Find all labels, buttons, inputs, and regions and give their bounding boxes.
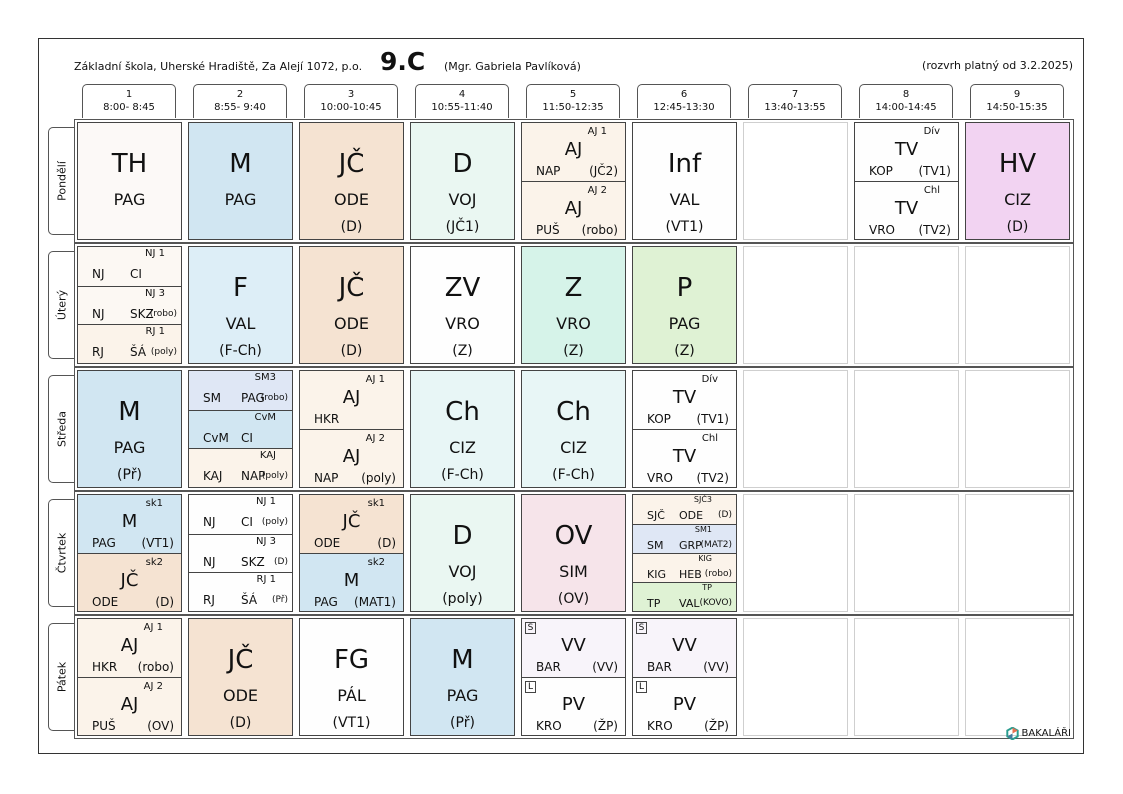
lesson-group[interactable] [189,371,292,410]
lesson-teacher: VOJ [448,190,477,209]
lesson-teacher: VRO [869,223,895,237]
school-name: Základní škola, Uherské Hradiště, Za Alejí 1072, p.o. [74,60,363,73]
period-number: 8 [902,89,910,100]
bakalari-logo [1006,727,1071,740]
empty-slot [965,618,1070,736]
lesson-room: (poly) [261,517,288,527]
lesson-cell[interactable] [188,122,293,240]
period-time: 12:45-13:30 [653,102,715,113]
day-name: Úterý [55,289,68,321]
lesson-room: (ŽP) [704,719,729,733]
period-time: 14:50-15:35 [986,102,1048,113]
period-header-9 [970,84,1064,118]
lesson-group[interactable] [189,572,292,611]
period-header-2 [193,84,287,118]
lesson-subject: CvM [203,430,229,445]
lesson-teacher: CIZ [1004,190,1031,209]
lesson-room: (D) [340,219,363,235]
lesson-subject: NJ [92,306,105,321]
group-name: TP [702,583,712,592]
lesson-room: (VT1) [332,715,371,731]
lesson-cell[interactable] [410,494,515,612]
lesson-group[interactable] [189,448,292,487]
lesson-subject: Z [564,273,583,303]
lesson-group[interactable] [633,495,736,524]
lesson-room: (MAT1) [354,595,396,609]
period-number: 2 [236,89,244,100]
lesson-teacher: NAP [536,164,561,178]
period-header-4 [415,84,509,118]
lesson-room: (D) [718,510,732,520]
period-time: 8:55- 9:40 [214,102,266,113]
lesson-teacher: ODE [222,686,259,705]
day-label-1 [48,251,74,359]
lesson-cell[interactable] [521,618,626,736]
lesson-subject: JČ [338,273,365,303]
lesson-cell[interactable] [521,246,626,364]
group-name: KAJ [259,450,276,462]
lesson-cell[interactable] [299,494,404,612]
period-header-8 [859,84,953,118]
lesson-room: (VV) [592,660,618,674]
lesson-group[interactable] [522,677,625,735]
lesson-group[interactable] [78,677,181,735]
lesson-subject: AJ [120,694,139,715]
lesson-room: (D) [274,556,288,567]
lesson-room: (robo) [704,569,732,579]
group-name: Chl [923,185,940,196]
lesson-room: (VT1) [141,536,174,550]
lesson-cell[interactable] [299,370,404,488]
lesson-group[interactable] [633,524,736,553]
lesson-group[interactable] [633,619,736,677]
lesson-teacher: VRO [556,314,591,333]
lesson-teacher: KRO [647,719,673,733]
empty-slot [743,246,848,364]
group-name: AJ 1 [143,622,163,633]
lesson-subject: NJ [203,554,216,569]
lesson-subject: RJ [92,345,104,360]
lesson-teacher: NAP [314,471,339,485]
lesson-group[interactable] [189,495,292,534]
lesson-subject: P [676,273,693,303]
lesson-teacher: HEB [679,568,702,581]
lesson-room: (JČ1) [445,219,480,235]
lesson-teacher: ODE [314,536,341,550]
lesson-subject: RJ [203,593,215,608]
lesson-teacher: ŠÁ [130,345,147,360]
group-name: AJ 2 [365,433,385,444]
lesson-subject: M [229,149,252,179]
period-number: 5 [569,89,577,100]
period-number: 3 [347,89,355,100]
week-marker: L [636,681,647,693]
lesson-group[interactable] [189,534,292,573]
group-name: AJ 1 [587,126,607,137]
lesson-group[interactable] [300,371,403,429]
group-name: Chl [701,433,718,444]
period-time: 11:50-12:35 [542,102,604,113]
lesson-teacher: NAP [241,469,266,484]
lesson-subject: TP [647,597,661,610]
empty-slot [743,122,848,240]
lesson-room: (ŽP) [593,719,618,733]
lesson-subject: M [121,511,138,532]
lesson-subject: VV [561,635,586,656]
lesson-subject: Ch [556,397,591,427]
lesson-teacher: VAL [679,597,700,610]
lesson-subject: TV [672,446,697,467]
lesson-subject: JČ [227,645,254,675]
lesson-teacher: HKR [92,660,118,674]
lesson-room: (VV) [703,660,729,674]
lesson-room: (F-Ch) [552,467,595,483]
lesson-cell[interactable] [77,246,182,364]
lesson-group[interactable] [78,553,181,611]
lesson-teacher: SIM [559,562,588,581]
lesson-subject: SM [203,391,221,405]
lesson-subject: NJ [203,515,216,529]
period-time: 8:00- 8:45 [103,102,155,113]
lesson-subject: HV [998,149,1037,179]
lesson-teacher: VRO [445,314,480,333]
period-number: 6 [680,89,688,100]
lesson-room: (robo) [260,393,288,403]
group-name: SM3 [254,372,276,383]
lesson-teacher: GRP [679,539,702,552]
lesson-teacher: SKZ [241,554,265,569]
lesson-teacher: ODE [92,595,119,609]
lesson-subject: VV [672,635,697,656]
period-number: 4 [458,89,466,100]
lesson-cell[interactable] [77,370,182,488]
group-name: CvM [254,411,276,423]
lesson-subject: KIG [647,568,666,581]
lesson-cell[interactable] [410,370,515,488]
period-number: 9 [1013,89,1021,100]
lesson-subject: TV [894,198,919,219]
day-label-0 [48,127,74,235]
lesson-subject: TV [672,387,697,408]
empty-slot [965,246,1070,364]
period-header-6 [637,84,731,118]
lesson-cell[interactable] [77,494,182,612]
empty-slot [854,618,959,736]
day-label-2 [48,375,74,483]
group-name: sk1 [145,498,163,509]
lesson-cell[interactable] [77,618,182,736]
lesson-subject: AJ [120,635,139,656]
lesson-teacher: VAL [669,190,700,209]
lesson-cell[interactable] [632,246,737,364]
lesson-group[interactable] [78,286,181,325]
lesson-subject: AJ [564,198,583,219]
lesson-subject: PV [561,694,586,715]
lesson-teacher: CIZ [449,438,476,457]
lesson-cell[interactable] [854,122,959,240]
day-label-3 [48,499,74,607]
group-name: sk2 [145,557,163,568]
lesson-teacher: KOP [647,412,671,426]
group-name: SJČ3 [693,495,712,504]
lesson-group[interactable] [633,429,736,487]
lesson-subject: JČ [120,570,139,591]
lesson-teacher: PUŠ [92,719,116,733]
lesson-group[interactable] [300,553,403,611]
period-time: 10:00-10:45 [320,102,382,113]
lesson-cell[interactable] [410,122,515,240]
lesson-room: (Př) [450,715,475,731]
lesson-room: (Př) [272,595,288,606]
lesson-room: (poly) [361,471,396,485]
lesson-teacher: CI [241,515,253,529]
week-marker: S [636,622,647,634]
lesson-teacher: VRO [647,471,673,485]
lesson-teacher: CI [241,430,253,445]
lesson-teacher: ODE [679,509,704,522]
class-name: 9.C [380,47,426,76]
empty-slot [854,494,959,612]
period-time: 14:00-14:45 [875,102,937,113]
lesson-group[interactable] [78,619,181,677]
lesson-teacher: PAG [241,391,265,405]
empty-slot [965,494,1070,612]
lesson-cell[interactable] [188,246,293,364]
lesson-room: (MAT2) [700,540,732,550]
lesson-subject: FG [333,645,370,675]
lesson-subject: TH [111,149,148,179]
lesson-subject: NJ [92,267,105,281]
lesson-group[interactable] [78,495,181,553]
lesson-teacher: ŠÁ [241,593,258,608]
lesson-subject: TV [894,139,919,160]
lesson-room: (poly) [261,471,288,482]
logo-text: BAKALÁŘI [1021,728,1071,739]
period-header-7 [748,84,842,118]
lesson-group[interactable] [189,410,292,449]
lesson-subject: Inf [667,149,702,179]
lesson-cell[interactable] [188,370,293,488]
day-name: Pátek [55,661,68,693]
lesson-room: (JČ2) [589,164,618,178]
lesson-room: (poly) [442,591,483,607]
lesson-group[interactable] [300,495,403,553]
lesson-group[interactable] [78,247,181,286]
lesson-subject: D [452,521,473,551]
lesson-subject: SM [647,539,664,552]
lesson-cell[interactable] [965,122,1070,240]
group-name: SM1 [694,525,712,534]
lesson-teacher: BAR [536,660,561,674]
group-name: AJ 1 [365,374,385,385]
day-name: Pondělí [55,161,68,201]
period-time: 13:40-13:55 [764,102,826,113]
lesson-room: (VT1) [665,219,704,235]
empty-slot [854,370,959,488]
lesson-teacher: PUŠ [536,223,560,237]
bakalari-logo-icon [1006,727,1019,740]
lesson-group[interactable] [522,181,625,239]
lesson-cell[interactable] [299,246,404,364]
lesson-subject: M [451,645,474,675]
lesson-room: (F-Ch) [219,343,262,359]
lesson-cell[interactable] [410,618,515,736]
lesson-teacher: CIZ [560,438,587,457]
lesson-group[interactable] [633,371,736,429]
group-name: NJ 1 [256,496,276,507]
lesson-cell[interactable] [299,122,404,240]
lesson-group[interactable] [300,429,403,487]
lesson-room: (Z) [674,343,695,359]
period-header-5 [526,84,620,118]
empty-slot [743,370,848,488]
lesson-cell[interactable] [188,618,293,736]
lesson-teacher: SKZ [130,306,154,321]
lesson-teacher: PAG [113,190,146,209]
lesson-cell[interactable] [632,370,737,488]
group-name: RJ 1 [145,326,165,338]
group-name: sk1 [367,498,385,509]
lesson-teacher: ODE [333,190,370,209]
lesson-cell[interactable] [521,370,626,488]
group-name: NJ 3 [256,535,276,547]
period-header-1 [82,84,176,118]
day-label-4 [48,623,74,731]
lesson-teacher: KRO [536,719,562,733]
lesson-room: (TV2) [918,223,951,237]
lesson-room: (D) [340,343,363,359]
lesson-subject: M [118,397,141,427]
group-name: RJ 1 [256,574,276,586]
lesson-teacher: BAR [647,660,672,674]
lesson-room: (Př) [117,467,142,483]
lesson-subject: SJČ [647,509,665,522]
lesson-subject: F [233,273,248,303]
lesson-teacher: PAG [314,595,338,609]
lesson-subject: JČ [338,149,365,179]
lesson-room: (TV2) [696,471,729,485]
lesson-group[interactable] [633,553,736,582]
empty-slot [965,370,1070,488]
group-name: sk2 [367,557,385,568]
lesson-room: (D) [377,536,396,550]
day-name: Středa [55,410,68,448]
lesson-cell[interactable] [410,246,515,364]
group-name: Dív [923,126,940,137]
period-time: 10:55-11:40 [431,102,493,113]
week-marker: L [525,681,536,693]
lesson-room: (Z) [452,343,473,359]
lesson-cell[interactable] [632,618,737,736]
week-marker: S [525,622,536,634]
lesson-group[interactable] [633,677,736,735]
lesson-cell[interactable] [77,122,182,240]
lesson-teacher: HKR [314,412,340,426]
lesson-cell[interactable] [521,494,626,612]
lesson-room: (OV) [147,719,174,733]
group-name: NJ 3 [145,287,165,299]
group-name: AJ 2 [143,681,163,692]
empty-slot [743,618,848,736]
lesson-subject: AJ [342,387,361,408]
lesson-teacher: PAG [113,438,146,457]
period-number: 1 [125,89,133,100]
lesson-teacher: KOP [869,164,893,178]
lesson-subject: PV [672,694,697,715]
lesson-teacher: PAG [446,686,479,705]
lesson-group[interactable] [522,123,625,181]
lesson-room: (robo) [137,660,174,674]
lesson-room: (poly) [150,347,177,358]
lesson-subject: OV [554,521,593,551]
lesson-room: (robo) [149,308,177,319]
group-name: Dív [701,374,718,385]
lesson-group[interactable] [633,582,736,611]
lesson-cell[interactable] [632,122,737,240]
lesson-subject: ZV [444,273,481,303]
lesson-group[interactable] [855,123,958,181]
lesson-room: (D) [155,595,174,609]
lesson-teacher: VOJ [448,562,477,581]
lesson-group[interactable] [855,181,958,239]
period-number: 7 [791,89,799,100]
lesson-teacher: ODE [333,314,370,333]
lesson-subject: KAJ [203,469,223,484]
lesson-teacher: PAG [668,314,701,333]
lesson-room: (F-Ch) [441,467,484,483]
lesson-subject: AJ [564,139,583,160]
class-teacher: (Mgr. Gabriela Pavlíková) [444,60,581,73]
lesson-cell[interactable] [299,618,404,736]
lesson-teacher: PAG [224,190,257,209]
group-name: NJ 1 [145,248,165,259]
lesson-subject: Ch [445,397,480,427]
lesson-subject: D [452,149,473,179]
group-name: AJ 2 [587,185,607,196]
lesson-group[interactable] [78,324,181,363]
day-name: Čtvrtek [55,532,68,574]
lesson-subject: AJ [342,446,361,467]
lesson-teacher: VAL [225,314,256,333]
lesson-room: (TV1) [696,412,729,426]
lesson-cell[interactable] [188,494,293,612]
lesson-room: (Z) [563,343,584,359]
lesson-room: (D) [1006,219,1029,235]
lesson-room: (KOVO) [699,598,732,608]
lesson-teacher: PAG [92,536,116,550]
lesson-cell[interactable] [521,122,626,240]
lesson-group[interactable] [522,619,625,677]
lesson-room: (robo) [581,223,618,237]
period-header-3 [304,84,398,118]
lesson-subject: M [343,570,360,591]
lesson-room: (D) [229,715,252,731]
lesson-teacher: PÁL [337,686,366,705]
lesson-subject: JČ [342,511,361,532]
validity-note: (rozvrh platný od 3.2.2025) [922,59,1073,72]
lesson-room: (OV) [557,591,590,607]
lesson-teacher: CI [130,267,142,281]
group-name: KIG [698,554,712,563]
empty-slot [743,494,848,612]
lesson-cell[interactable] [632,494,737,612]
empty-slot [854,246,959,364]
lesson-room: (TV1) [918,164,951,178]
